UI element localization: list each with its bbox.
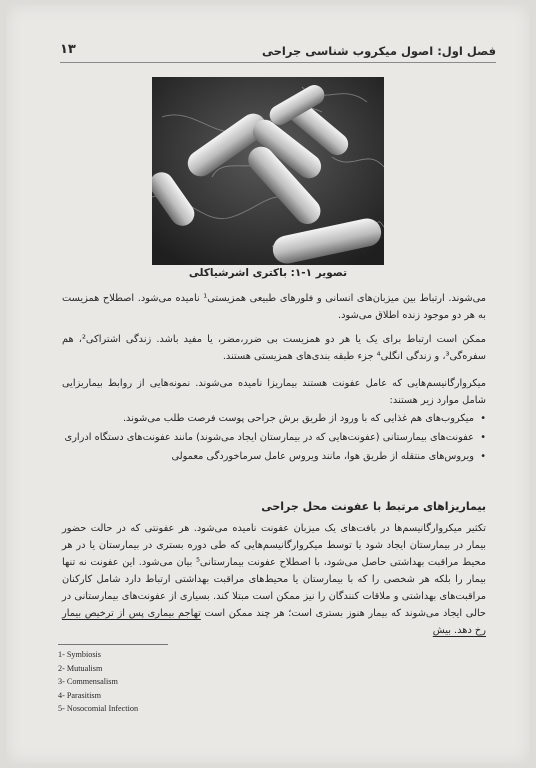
footnote: 1- Symbiosis (58, 650, 101, 659)
page-header (60, 40, 496, 62)
bacteria-micrograph-icon (152, 77, 384, 265)
footnote: 4- Parasitism (58, 690, 101, 700)
list-item: • ویروس‌های منتقله از طریق هوا، مانند ویروس عامل سرماخوردگی معمولی (62, 448, 474, 465)
figure-caption: تصویر ۱-۱: باکتری اشرشیاکلی (188, 267, 348, 279)
underlined-text: تهاجم بیماری پس از ترخیص بیمار رخ دهد. بیش (62, 608, 486, 636)
footnote: 5- Nosocomial Infection (58, 704, 139, 713)
header-divider (60, 62, 496, 63)
paragraph-1: می‌شوند. ارتباط بین میزبان‌های انسانی و فلورهای طبیعی همزیستی¹ نامیده می‌شود. اصطلاح همزیست به هر دو موجود زنده اطلاق می‌شود. (62, 293, 486, 321)
page-number: ۱۳ (60, 42, 76, 57)
section-title: بیماریزاهای مرتبط با عفونت محل جراحی (261, 500, 486, 513)
list-item: • میکروب‌های هم غذایی که با ورود از طریق برش جراحی پوست فرصت طلب می‌شوند. (62, 410, 474, 427)
footnotes (58, 648, 138, 716)
paragraph-4 (62, 520, 486, 639)
paragraph-4-text: تکثیر میکروارگانیسم‌ها در بافت‌های یک میزبان عفونت نامیده می‌شود. هر عفونتی که در حالت حضور بیمار در بیمارستان ایجاد شود یا توسط میکروارگانیسم‌هایی که طی دوره بستری در بیمارستان یا در هر محیط مراقبت بهداشتی حاصل می‌شود، با اصطلاح عفونت بیمارستانی⁵ بیان می‌شود. این عفونت نه تنها بیمار را بلکه هر شخصی را که با بیمارستان یا محیط‌های مراقبت بهداشتی ارتباط دارد شامل کارکنان مراقبت‌های بهداشتی و ملاقات کنندگان را نیز ممکن است مبتلا کند. بسیاری از عفونت‌های بیمارستانی در حالی ایجاد می‌شوند که بیمار هنوز بستری است؛ هر چند ممکن است (62, 523, 486, 619)
chapter-title: فصل اول: اصول میکروب شناسی جراحی (262, 44, 496, 58)
pathogen-relations-list (62, 410, 486, 467)
paragraph-3: میکروارگانیسم‌هایی که عامل عفونت هستند بیماریزا نامیده می‌شوند. نمونه‌هایی از روابط بیماریزایی شامل موارد زیر هستند: (62, 378, 486, 406)
footnote: 3- Commensalism (58, 677, 118, 686)
list-item: • عفونت‌های بیمارستانی (عفونت‌هایی که در بیمارستان ایجاد می‌شوند) مانند عفونت‌های دستگاه ادراری (62, 429, 474, 446)
paragraph-2: ممکن است ارتباط برای یک یا هر دو همزیست بی ضرر،مضر، یا مفید باشد. زندگی اشتراکی²، هم سفره‌گی³، و زندگی انگلی⁴ جزء طبقه بندی‌های همزیستی هستند. (62, 334, 486, 362)
footnote: 2- Mutualism (58, 663, 103, 673)
footnote-divider (58, 644, 168, 645)
